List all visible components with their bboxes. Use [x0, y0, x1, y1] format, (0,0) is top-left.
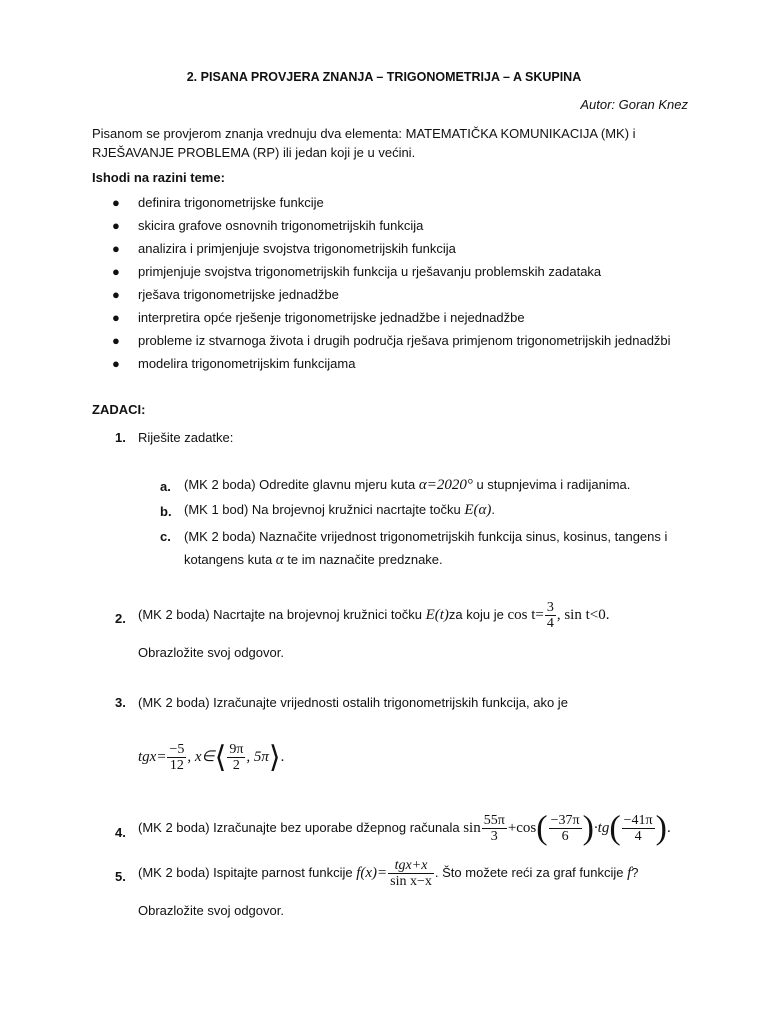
list-item [92, 286, 682, 303]
fraction-denominator: 4 [546, 616, 554, 631]
outcome-text: rješava trigonometrijske jednadžbe [138, 287, 339, 302]
bullet-icon: ● [112, 218, 120, 233]
fraction-numerator: −41π [623, 813, 653, 828]
outcome-text: definira trigonometrijske funkcije [138, 195, 324, 210]
fraction-denominator: 4 [634, 829, 642, 844]
task-1a-label: a. [160, 479, 171, 494]
page-title: 2. PISANA PROVJERA ZNANJA – TRIGONOMETRIJA – A SKUPINA [186, 70, 582, 84]
task-2-mid: za koju je [448, 606, 508, 622]
bullet-icon: ● [112, 195, 120, 210]
task-4-pre: (MK 2 boda) Izračunajte bez uporabe džepnog računala [138, 819, 464, 835]
task-1b-pre: (MK 1 bod) Na brojevnoj kružnici nacrtajte točku [184, 502, 465, 517]
author-line: Autor: Goran Knez [580, 97, 688, 112]
fraction-numerator: 3 [546, 600, 554, 615]
task-2-cos: cos t= [507, 606, 544, 623]
task-5-pre: (MK 2 boda) Ispitajte parnost funkcije [138, 864, 357, 880]
task-1b-post: . [491, 502, 496, 517]
list-item [92, 355, 682, 372]
task-3-text: (MK 2 boda) Izračunajte vrijednosti ostalih trigonometrijskih funkcija, ako je [138, 695, 568, 710]
task-3-fraction [167, 742, 186, 773]
task-2-fraction [545, 600, 556, 631]
task-5-text [138, 858, 639, 889]
outcome-text: primjenjuje svojstva trigonometrijskih funkcija u rješavanju problemskih zadataka [138, 264, 602, 279]
task-3-formula [138, 740, 284, 775]
intro-paragraph [92, 124, 652, 162]
task-1c-math: α [275, 552, 284, 568]
task-4-fraction-3 [622, 813, 655, 844]
task-5-post: . Što možete reći za graf funkcije [434, 864, 628, 880]
task-1a-post: u stupnjevima i radijanima. [472, 477, 631, 492]
outcomes-list [92, 194, 682, 378]
task-4-cos: +cos [507, 819, 537, 836]
task-1a-pre: (MK 2 boda) Odredite glavnu mjeru kuta [184, 477, 419, 492]
task-3-end: . [280, 748, 285, 765]
bullet-icon: ● [112, 264, 120, 279]
task-4-sin: sin [463, 819, 481, 836]
outcome-text: analizira i primjenjuje svojstva trigonometrijskih funkcija [138, 241, 456, 256]
tasks-heading: ZADACI: [92, 402, 146, 417]
task-1a-math: α=2020° [418, 477, 473, 493]
task-1-number: 1. [115, 430, 126, 445]
bullet-icon: ● [112, 333, 120, 348]
list-item [92, 217, 682, 234]
task-5-fx: f(x)= [356, 864, 388, 881]
task-4-text [138, 809, 671, 847]
outcome-text: modelira trigonometrijskim funkcijama [138, 356, 356, 371]
outcome-text: skicira grafove osnovnih trigonometrijskih funkcija [138, 218, 424, 233]
fraction-denominator: 6 [561, 829, 569, 844]
fraction-denominator: 12 [169, 758, 184, 773]
fraction-numerator: −5 [169, 742, 185, 757]
task-1c-line-1: (MK 2 boda) Naznačite vrijednost trigonometrijskih funkcija sinus, kosinus, tangens i [184, 529, 668, 544]
task-4-end: . [666, 819, 671, 836]
list-item [92, 194, 682, 211]
task-3-mid: , x∈ [187, 748, 215, 765]
left-paren-icon: ( [609, 809, 621, 847]
task-1c-pre: kotangens kuta [184, 552, 276, 567]
task-3-number: 3. [115, 695, 126, 710]
task-1c-label: c. [160, 529, 171, 544]
fraction-numerator: 55π [483, 813, 505, 828]
task-1c-post: te im naznačite predznake. [283, 552, 443, 567]
fraction-denominator: 3 [490, 829, 498, 844]
task-1-text: Riješite zadatke: [138, 430, 234, 445]
task-3-interval-right: , 5π [246, 748, 269, 765]
task-2-line-2: Obrazložite svoj odgovor. [138, 645, 284, 660]
list-item [92, 332, 682, 349]
task-2-text [138, 600, 609, 631]
fraction-denominator: sin x−x [390, 874, 432, 889]
fraction-numerator: tgx+x [388, 858, 434, 874]
left-angle-bracket-icon: ⟨ [214, 740, 227, 775]
right-angle-bracket-icon: ⟩ [268, 740, 281, 775]
task-4-fraction-1 [482, 813, 507, 844]
fraction-numerator: −37π [550, 813, 580, 828]
fraction-numerator: 9π [229, 742, 244, 757]
task-4-fraction-2 [549, 813, 582, 844]
right-paren-icon: ) [582, 809, 594, 847]
right-paren-icon: ) [655, 809, 667, 847]
bullet-icon: ● [112, 310, 120, 325]
task-5-f: f [627, 864, 632, 881]
list-item [92, 240, 682, 257]
task-2-pre: (MK 2 boda) Nacrtajte na brojevnoj kružnici točku [138, 606, 426, 622]
task-1a-text [184, 477, 630, 494]
task-4-number: 4. [115, 825, 126, 840]
list-item [92, 263, 682, 280]
task-3-interval-fraction [227, 742, 245, 773]
task-2-number: 2. [115, 611, 126, 626]
list-item [92, 309, 682, 326]
left-paren-icon: ( [536, 809, 548, 847]
bullet-icon: ● [112, 356, 120, 371]
task-2-point: E(t) [425, 606, 449, 623]
task-4-tg: ·tg [593, 819, 610, 836]
bullet-icon: ● [112, 241, 120, 256]
task-1c-line-2 [184, 552, 443, 569]
bullet-icon: ● [112, 287, 120, 302]
task-5-number: 5. [115, 869, 126, 884]
task-5-line-2: Obrazložite svoj odgovor. [138, 903, 284, 918]
outcome-text: interpretira opće rješenje trigonometrijske jednadžbe i nejednadžbe [138, 310, 525, 325]
outcome-text: probleme iz stvarnoga života i drugih područja rješava primjenom trigonometrijskih jednadžbi [138, 333, 671, 348]
task-3-lhs: tgx= [138, 748, 167, 765]
task-1b-math: E(α) [464, 502, 492, 518]
task-1b-label: b. [160, 504, 172, 519]
outcomes-heading: Ishodi na razini teme: [92, 170, 225, 185]
fraction-denominator: 2 [232, 758, 240, 773]
task-2-tail: , sin t<0. [556, 606, 610, 623]
intro-line-2: RJEŠAVANJE PROBLEMA (RP) ili jedan koji je u većini. [92, 145, 416, 160]
task-1b-text [184, 502, 495, 519]
intro-line-1: Pisanom se provjerom znanja vrednuju dva elementa: MATEMATIČKA KOMUNIKACIJA (MK) i [92, 126, 636, 141]
task-5-q: ? [631, 864, 639, 880]
task-5-fraction [388, 858, 434, 889]
